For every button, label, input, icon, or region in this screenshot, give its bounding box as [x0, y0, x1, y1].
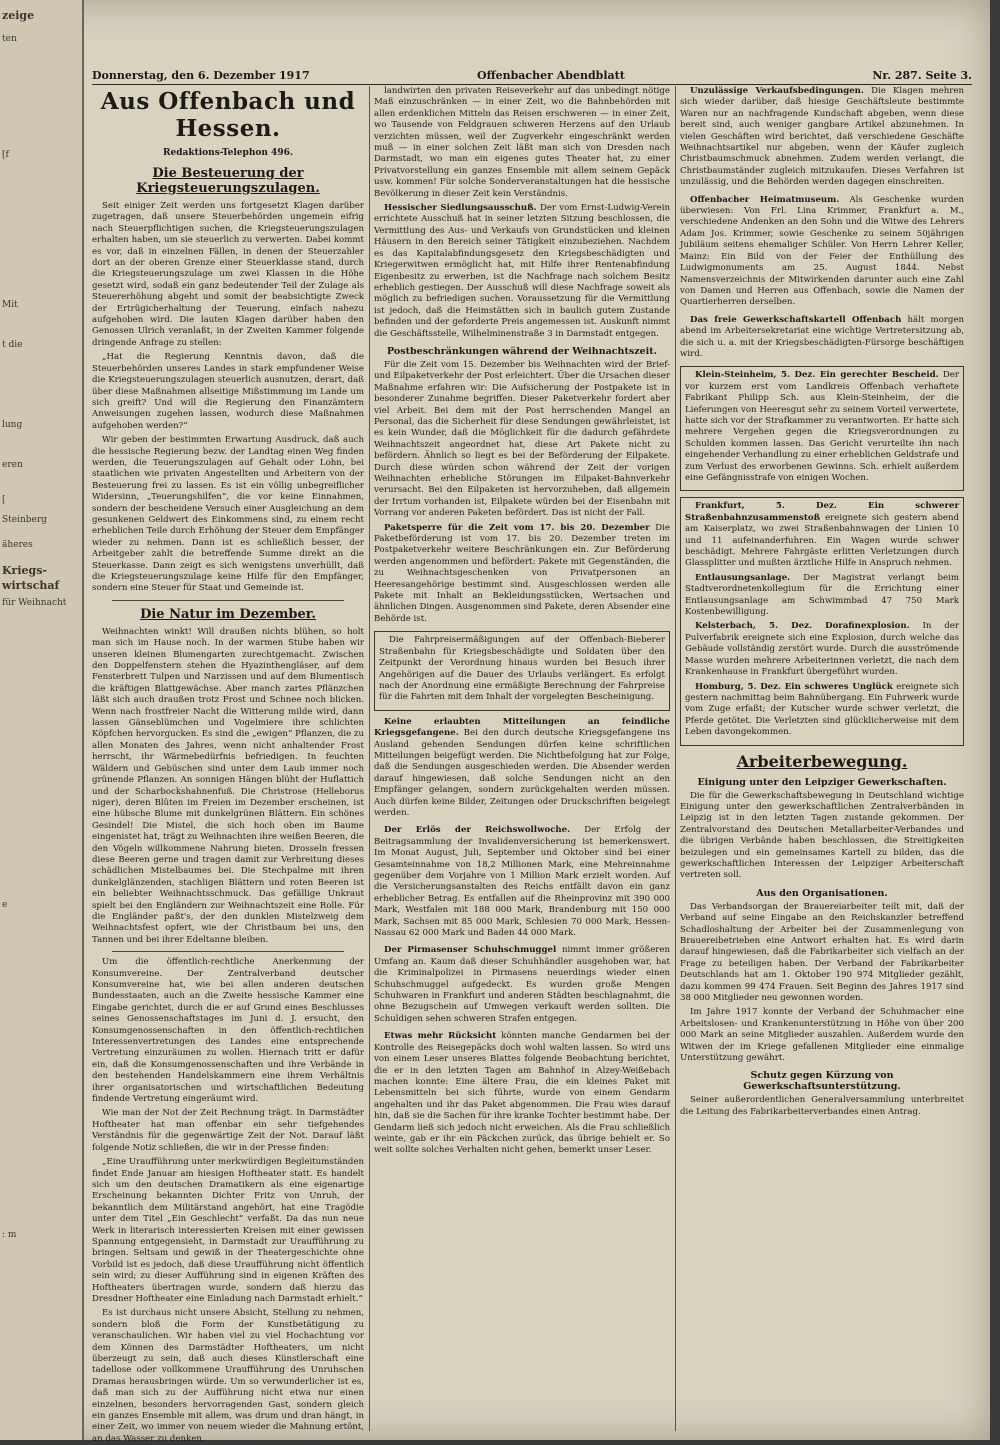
article-subtitle: Schutz gegen Kürzung von Gewerkschaftsunterstützung.: [743, 1070, 901, 1093]
article-paragraph: „Eine Uraufführung unter merkwürdigen Begleitumständen findet Ende Januar am hiesigen Hoftheater statt. Es handelt sich um den deutschen Dramatikern als eine eigenartige Erscheinung bekannten Dichter Fritz von Unruh, der bekanntlich dem Militärstand angehört, hat eine Tragödie unter dem Titel „Ein Geschlecht“ verfaßt. Da das nun neue Werk in literarisch interessierten Kreisen mit einer gewissen Spannung entgegensieht, in Darmstadt zur Uraufführung zu bringen. Seltsam und gewiß in der Theatergeschichte ohne Vorbild ist es jedoch, daß diese Uraufführung nicht öffentlich sein wird; zu dieser Aufführung sind in eigenen Kräften des Hoftheaters übertragen wurde, sondern daß hierzu das Dresdner Hoftheater eine Einladung nach Darmstadt erhielt.“: [92, 1157, 364, 1304]
article-text: Der vor kurzem erst vom Landkreis Offenbach verhaftete Fabrikant Philipp Sch. aus Klein-Steinheim, der die Lieferungen von Heeresgut sehr zu seinem Vorteil verwertete, hatte sich vor der Strafkammer zu verantworten. Er hatte sich mehrere Vergehen gegen die Kriegsverordnungen zu Schulden kommen lassen. Das Gericht verurteilte ihn nach eingehender Verhandlung zu einer erheblichen Geldstrafe und zum Verlust des erworbenen Gewinns. Sch. erhielt außerdem eine Gefängnisstrafe von einigen Wochen.: [685, 370, 959, 483]
column-3: [680, 86, 964, 1431]
article-subtitle: Einigung unter den Leipziger Gewerkschaften.: [697, 776, 947, 788]
article-paragraph: [685, 501, 959, 569]
edge-fragment: Kriegs-: [2, 564, 47, 577]
article-paragraph: [685, 370, 959, 484]
boxed-notice: [680, 497, 964, 745]
article-paragraph: Seiner außerordentlichen Generalversammlung unterbreitet die Leitung des Fabrikarbeiterverbandes einen Antrag.: [680, 1095, 964, 1117]
article-paragraph: [374, 203, 670, 340]
article-lead: Entlausungsanlage.: [695, 572, 791, 583]
boxed-notice: [680, 366, 964, 491]
article-paragraph: Für die Zeit vom 15. Dezember bis Weihnachten wird der Brief- und Eilpaketverkehr der Post erleichtert. Über die Ursachen dieser Maßnahme erfahren wir: Die Aufsicherung der Postpakete ist in besonderer Zunahme begriffen. Dieser Paketverkehr fordert aber viel Arbeit. Bei dem mit der Post herrschenden Mangel an Personal, das die Sicherheit für diese Sendungen gewährleistet, ist es kein Wunder, daß die Möglichkeit für die dadurch gefährdete Weihnachtszeit angeordnet hat, diese Art Pakete nicht zu befördern. Ähnlich so liegt es bei der Beförderung der Eilpakete. Durch diese würden schon während der Zeit der vorigen Weihnachten erhebliche Störungen im Eilpaket-Bahnverkehr verursacht. Bei den Eilpaketen ist hervorzuheben, daß allgemein der Irrtum vorhanden ist, Eilpakete würden bei der Eisenbahn mit Vorrang vor anderen Paketen befördert. Das ist nicht der Fall.: [374, 359, 670, 519]
column-rule: [675, 86, 676, 1431]
header-page-number: Nr. 287. Seite 3.: [872, 69, 972, 82]
article-paragraph: [680, 195, 964, 309]
article-lead: Paketsperre für die Zeit vom 17. bis 20. Dezember: [384, 522, 650, 533]
article-paragraph: Die Fahrpreisermäßigungen auf der Offenbach-Bieberer Straßenbahn für Kriegsbeschädigte und Soldaten über den Zeitpunkt der Verordnung hinaus wurden bei Besuch ihrer Angehörigen auf die Dauer des Urlaubs verlängert. Es erfolgt nach der Anordnung eine ermäßigte Berechnung der Fahrpreise für die Fahrten mit dem Inhalt der vorgelegten Bescheinigung.: [379, 635, 665, 703]
edge-fragment: [: [2, 495, 6, 505]
adjacent-page-edge: [0, 0, 84, 1440]
edge-fragment: lung: [2, 420, 23, 430]
article-lead: Der Pirmasenser Schuhschmuggel: [384, 945, 557, 956]
article-lead: Frankfurt, 5. Dez. Ein schwerer Straßenbahnzusammenstoß: [685, 501, 959, 523]
edge-fragment: : m: [2, 1230, 17, 1240]
article-paragraph: [685, 573, 959, 619]
article-paragraph: Die für die Gewerkschaftsbewegung in Deutschland wichtige Einigung unter den gewerkschaftlichen Zentralverbänden in Leipzig ist in den letzten Tagen zustande gekommen. Der Zentralvorstand des Deutschen Metallarbeiter-Verbandes und die übrigen Verbände haben beschlossen, die Streitigkeiten beizulegen und ein gemeinsames Kartell zu bilden, das die gewerkschaftlichen Interessen der Leipziger Arbeiterschaft vertreten soll.: [680, 790, 964, 881]
article-title: Die Natur im Dezember.: [140, 606, 316, 622]
article-paragraph: [374, 717, 670, 820]
edge-fragment: eren: [2, 460, 23, 470]
article-paragraph: Das Verbandsorgan der Brauereiarbeiter teilt mit, daß der Verband auf seine Eingabe an den Reichskanzler betreffend Schadloshaltung der Arbeiter bei der Zusammenlegung von Brauereibetrieben eine Antwort erhalten hat. Es wird darin darauf hingewiesen, daß die Fabrikarbeiter sich vielfach an der Frage zu beteiligen haben. Der Verband der Fabrikarbeiter Deutschlands hat am 1. Oktober 190 974 Mitglieder gezählt, dazu kommen 99 474 Frauen. Seit Beginn des Jahres 1917 sind 38 000 Mitglieder neu gewonnen worden.: [680, 901, 964, 1004]
article-paragraph: landwirten den privaten Reiseverkehr auf das unbedingt nötige Maß einzuschränken — in einer Zeit, wo die Bahnbehörden mit allen erdenklichen Mitteln das Reisen erschweren — in einer Zeit, wo Tausende von Feldgrauen schweren Herzens auf den Urlaub verzichten müssen, weil der Zugverkehr eingeschränkt werden muß — in einer solchen Zeit läßt man sich von Dresden nach Darmstadt, wo man ein eigenes gutes Theater hat, zu einer Privatvorstellung ein ganzes Ensemble mit allem seinem Gepäck usw. kommen! Für solche Sonderveranstaltungen hat die hessische Bevölkerung in dieser Zeit kein Verständnis.: [374, 86, 670, 199]
article-paragraph: „Hat die Regierung Kenntnis davon, daß die Steuerbehörden unseres Landes in stark empfundener Weise die Kriegsteuerungszulagen steuerlich ausnutzen, derart, daß über diese Maßnahmen allseitige Mißstimmung im Lande um sich greift? Und will die Regierung den Finanzämtern Anweisungen zugehen lassen, wodurch diese Maßnahmen aufgehoben werden?“: [92, 352, 364, 431]
edge-fragment: für Weihnacht: [2, 598, 67, 608]
article-paragraph: Es ist durchaus nicht unsere Absicht, Stellung zu nehmen, sondern bloß die Form der Kunstbetätigung zu veranschaulichen. Wir haben viel zu viel Hochachtung vor dem Können des Darmstädter Hoftheaters, um nicht überzeugt zu sein, daß auch dieses Künstlerschaft eine tadellose oder vollkommene Uraufführung des Unruhschen Dramas herausbringen würde. Um so verwunderlicher ist es, daß man sich zu der Aufführung nicht etwa nur einen einzelnen, besonders hervorragenden Gast, sondern gleich ein ganzes Ensemble mit allem, was drum und dran hängt, in einer Zeit, wo immer von neuem wieder die Mahnung ertönt, an das Wasser zu denken.: [92, 1308, 364, 1444]
article-paragraph: Wir geben der bestimmten Erwartung Ausdruck, daß auch die hessische Regierung bezw. der Landtag einen Weg finden werden, die Teuerungszulagen auf Gehalt oder Lohn, bei staatlichen wie privaten Angestellten und Arbeitern von der Besteuerung frei zu lassen. Es ist ein völlig unbegreiflicher Widersinn, „Teuerungshilfen“, die vor keine Einnahmen, sondern der bescheidene Versuch einer Ausgleichung an dem gesunkenen Geldwert des Einkommens sind, zu einem recht erheblichen Teile durch Erhöhung der Steuer dem Empfänger wieder zu nehmen. Dann ist es schließlich besser, der Arbeitgeber zahlt die betreffende Summe direkt an die Steuerkasse. Dann zeigt es sich wenigstens unverhüllt, daß die Kriegsteuerungszulage keine Hilfe für den Empfänger, sondern eine Steuer für Staat und Gemeinde ist.: [92, 435, 364, 594]
article-paragraph: Um die öffentlich-rechtliche Anerkennung der Konsumvereine. Der Zentralverband deutscher Konsumvereine hat, wie bei allen anderen deutschen Bundesstaaten, auch an die Zweite hessische Kammer eine Eingabe gerichtet, durch die er auf Grund eines Beschlusses seines Genossenschaftstages im Juni d. J. ersucht, den Konsumgenossenschaften in den öffentlich-rechtlichen Interessenvertretungen des Landes eine entsprechende Vertretung einzuräumen zu wollen. Hiernach tritt er dafür ein, daß die Konsumgenossenschaften und ihre Verbände in den bestehenden Handelskammern eine ihrem Verhältnis ihrer organisatorischen und wirtschaftlichen Bedeutung findende Vertretung eingeräumt wird.: [92, 957, 364, 1105]
article-paragraph: [680, 315, 964, 361]
article-text: Bei den durch deutsche Kriegsgefangene ins Ausland gehenden Sendungen dürfen keine schriftlichen Mitteilungen beigefügt werden. Die Nichtbefolgung hat zur Folge, daß die Sendungen ausgeschieden werden. Die Absender werden darauf hingewiesen, daß solche Sendungen nicht an den Empfänger gelangen, sondern zurückgehalten werden müssen. Auch dürfen keine Bilder, Zeitungen oder Druckschriften beigelegt werden.: [374, 728, 670, 818]
article-lead: Klein-Steinheim, 5. Dez. Ein gerechter Bescheid.: [695, 370, 939, 381]
edge-fragment: e: [2, 900, 8, 910]
article-lead: Der Erlös der Reichswollwoche.: [384, 825, 571, 836]
article-lead: Keine erlaubten Mitteilungen an feindliche Kriegsgefangene.: [374, 716, 670, 739]
article-paragraph: [685, 621, 959, 678]
article-title: Postbeschränkungen während der Weihnachtszeit.: [387, 345, 657, 357]
article-text: Die Klagen mehren sich wieder darüber, daß hiesige Geschäftsleute bestimmte Waren nur an nachfragende Kundschaft abgeben, wenn diese bereit sind, auch weniger gangbare Artikel abzunehmen. In vielen Geschäften wird berichtet, daß verschiedene Geschäfte Weihnachtsartikel nur abgeben, wenn der Käufer zugleich Christbaumschmuck abnehmen. Zudem werden verlangt, die Christbaumständer zugleich mitzukaufen. Dieses Verfahren ist unzulässig, und die Behörden werden dagegen einschreiten.: [680, 86, 965, 188]
article-text: Die Paketbeförderung ist vom 17. bis 20. Dezember treten im Postpaketverkehr weitere Beschränkungen ein. Zur Beförderung werden angenommen und befördert: Pakete mit Gegenständen, die zu Weihnachtsgeschenken von Privatpersonen an Heeresangehörige bestimmt sind. Ausgeschlossen werden alle Pakete mit Inhalt an Bekleidungsstücken, Wertsachen und ähnlichen Dingen. Ausgenommen sind Pakete, deren Absender eine Behörde ist.: [374, 522, 670, 624]
edge-fragment: ten: [2, 34, 17, 44]
article-lead: Homburg, 5. Dez. Ein schweres Unglück: [695, 681, 893, 692]
article-lead: Hessischer Siedlungsausschuß.: [384, 203, 537, 214]
edge-fragment: Mit: [2, 300, 18, 310]
article-paragraph: [374, 825, 670, 939]
article-paragraph: Seit einiger Zeit werden uns fortgesetzt Klagen darüber zugetragen, daß unsere Steuerbehörden ungemein eifrig nach Steuerpflichtigen suchen, die Kriegsteuerungszulagen erhalten haben, um sie steuerlich zu verwerten. Dabei kommt es vor, daß in einzelnen Fällen, in denen der Steuerzahler dort an der oberen Grenze einer Steuerklasse stand, durch die Kriegsteuerungszulage um zwei Klassen in die Höhe gesetzt wird, sodaß ein ganz bedeutender Teil der Zulage als Steuererhöhung abgeht und somit der beabsichtigte Zweck der Ertrügicherhaltung der Teuerung, einfach nahezu aufgehoben wird. Die lauten Klagen darüber haben den Genossen Ulrich veranlaßt, in der Zweiten Kammer folgende dringende Anfrage zu stellen:: [92, 201, 364, 348]
section-title: Arbeiterbewegung.: [736, 751, 908, 771]
header-date: Donnerstag, den 6. Dezember 1917: [92, 69, 310, 82]
article-lead: Kelsterbach, 5. Dez. Dorafinexplosion.: [695, 621, 910, 632]
edge-fragment: [f: [2, 150, 9, 160]
article-lead: Etwas mehr Rücksicht: [384, 1031, 497, 1042]
article-paragraph: Wie man der Not der Zeit Rechnung trägt. In Darmstädter Hoftheater hat man offenbar ein sehr tiefgehendes Verständnis für die gegenwärtige Zeit der Not. Darauf läßt folgende Notiz schließen, die wir in der Presse finden:: [92, 1108, 364, 1153]
edge-fragment: wirtschaf: [2, 579, 60, 592]
article-text: Der vom Ernst-Ludwig-Verein errichtete Ausschuß hat in seiner letzten Sitzung beschlossen, die Vermittlung des Aus- und Verkaufs von Grundstücken und kleinen Häusern in den Bereich seiner Tätigkeit einzubeziehen. Nachdem es das Kapitalabfindungsgesetz den Kriegsbeschädigten und Kriegerwitwen ermöglicht hat, mit Hilfe ihrer Rentenabfindung Eigenbesitz zu erwerben, ist die Nachfrage nach solchem Besitz erheblich gestiegen. Der Ausschuß will diese Nachfrage soweit als möglich zu befriedigen suchen. Voraussetzung für die Vermittlung ist jedoch, daß die Heimstätten sich in baulich gutem Zustande befinden und der geforderte Preis angemessen ist. Auskunft nimmt die Geschäftsstelle, Wilhelminenstraße 3 in Darmstadt entgegen.: [374, 203, 671, 339]
article-paragraph: [680, 86, 964, 189]
page-header: [92, 66, 972, 85]
article-lead: Offenbacher Heimatmuseum.: [690, 194, 840, 205]
edge-fragment: zeige: [2, 9, 35, 22]
article-text: hält morgen abend im Arbeitersekretariat eine wichtige Vertretersitzung ab, die sich u. a. mit der Kriegsbeschädigten-Fürsorge beschäftigen wird.: [680, 314, 965, 359]
article-title: Die Besteuerung der Kriegsteuerungszulagen.: [136, 166, 320, 196]
divider: [112, 951, 344, 952]
column-rule: [369, 86, 370, 1431]
article-paragraph: [374, 523, 670, 626]
divider: [112, 600, 344, 601]
article-text: ereignete sich gestern nachmittag beim Bahnübergang. Ein Fuhrwerk wurde vom Zuge erfaßt; der Kutscher wurde schwer verletzt, die Pferde getötet. Die Verletzten sind glücklicherweise mit dem Leben davongekommen.: [685, 681, 959, 738]
article-paragraph: [374, 945, 670, 1025]
article-text: Als Geschenke wurden überwiesen: Von Frl. Lina Krimmer, Frankfurt a. M., verschiedene Andenken an den Sohn und die Witwe des Lehrers Adam Jos. Krimmer, sowie Geschenke zu seinem 50jährigen Jubiläum seitens ehemaliger Schüler. Von Herrn Lehrer Keller, Mainz: Ein Bild von der Feier der Enthüllung des Ludwigmonuments am 25. August 1844. Nebst Namensverzeichnis der Mitwirkenden darunter auch eine Zahl von Damen und Herren aus Offenbach, sowie die Namen der Quartierherren derselben.: [680, 194, 965, 308]
article-text: könnten manche Gendarmen bei der Kontrolle des Reisegepäcks doch wohl walten lassen. So wird uns von einem Leser unseres Blattes folgende Beobachtung berichtet, die er in den letzten Tagen am Bahnhof in Alzey-Weißebach machen konnte: Eine ältere Frau, die ein kleines Paket mit Lebensmitteln bei sich führte, wurde von einem Gendarm angehalten und ihr das Paket abgenommen. Die Frau wies darauf hin, daß sie die Sachen für ihre kranke Tochter bestimmt habe. Der Gendarm ließ sich jedoch nicht erweichen. Als die Frau schließlich weinte, gab er ihr ein Päckchen zurück, das übrige behielt er. So weit sollte solches Verhalten nicht gehen, bemerkt unser Leser.: [374, 1031, 670, 1156]
section-title: Aus Offenbach und Hessen.: [100, 88, 356, 142]
article-paragraph: Weihnachten winkt! Will draußen nichts blühen, so holt man sich im Hause noch. In der warmen Stube haben wir unseren kleinen Blumengarten zurechtgemacht. Zwischen den Doppelfenstern stehen die Hyazinthengläser, auf dem Fensterbrett Tulpen und Narzissen und auf dem Blumentisch die kräftigen Blattgewächse. Aber manch zartes Pflänzchen läßt sich auch draußen trotz Frost und Schnee noch blicken. Wenn nach frostfreier Nacht die Witterung milde wird, dann lassen Gänseblümchen und Vogelmiere ihre schlichten Köpfchen hervorgucken. Es sind die „ewigen“ Pflanzen, die zu allen Monaten des Jahres, wenn nicht anhaltender Frost herrscht, ihr Wärmebedürfnis befriedigen. In feuchten Wäldern und Gebüschen sind unter dem Laub immer noch grünende Pflanzen. An sonnigen Hängen blüht der Huflattich und der Scharbockshahnenfuß. Die Christrose (Helleborus niger), deren Blüten im Freien im Dezember erscheinen, ist eine hübsche Blume mit dunkelgrünen Blättern. Ein schönes Gesindel! Die Mistel, die sich hoch oben im Baume eingenistet hat, trägt zu Weihnachten ihre weißen Beeren, die den Vögeln willkommene Nahrung bieten. Drosseln fressen diese Beeren gerne und tragen damit zur Verbreitung dieses schädlichen Mistelbaumes bei. Die Stechpalme mit ihren dunkelglänzenden, stachligen Blättern und roten Beeren ist ein beliebter Weihnachtsschmuck. Das gefällige Unkraut spielt bei den Engländern zur Weihnachtszeit eine Rolle. Für die Engländer paßt's, der den dunklen Mistelzweig dem Weihnachtsfest opfert, wie der Christbaum bei uns, den Tannen und bei ihrer Edeltanne bleiben.: [92, 626, 364, 945]
article-text: Der Magistrat verlangt beim Stadtverordnetenkollegium für die Errichtung einer Entlausungsanlage am Schwimmbad 47 750 Mark Kostenbewilligung.: [685, 572, 960, 618]
article-text: ereignete sich gestern abend am Kaiserplatz, wo zwei Straßenbahnwagen der Linien 10 und 11 aufeinanderfuhren. Ein Wagen wurde schwer beschädigt. Mehrere Fahrgäste erlitten Verletzungen durch Glassplitter und mußten ärztliche Hilfe in Anspruch nehmen.: [685, 512, 959, 569]
column-2: [374, 86, 670, 1431]
article-text: nimmt immer größeren Umfang an. Kaum daß dieser Schuhhändler ausgehoben war, hat die Kriminalpolizei in Pirmasens neuerdings wieder einen Schuhschmuggel aufgedeckt. Es wurden große Mengen Schuhwaren in Frankfurt und anderen Städten beschlagnahmt, die ohne Bezugschein auf Umwegen verkauft werden sollten. Die Schuldigen sehen schweren Strafen entgegen.: [374, 945, 671, 1024]
edge-fragment: t die: [2, 340, 23, 350]
header-paper-name: Offenbacher Abendblatt: [477, 69, 625, 82]
article-text: Der Erfolg der Beitragsammlung der Invalidenversicherung ist bemerkenswert. Im Monat August, Juli, September und Oktober sind bei einer Gesamteinnahme von 18,2 Millionen Mark, eine Mehreinnahme gegenüber dem Vorjahre von 1 Million Mark erzielt worden. Auf die Versicherungsanstalten des Reichs entfällt davon ein ganz erheblicher Betrag. Es entfallen auf die Rheinprovinz mit 390 000 Mark, Westfalen mit 188 000 Mark, Brandenburg mit 150 000 Mark, Sachsen mit 85 000 Mark, Schlesien 70 000 Mark, Hessen-Nassau 62 000 Mark und Baden 44 000 Mark.: [374, 825, 671, 939]
article-paragraph: [685, 682, 959, 739]
editorial-phone: Redaktions-Telephon 496.: [163, 148, 293, 158]
column-1: [92, 86, 364, 1444]
edge-fragment: Steinberg: [2, 515, 47, 525]
article-lead: Das freie Gewerkschaftskartell Offenbach: [690, 314, 902, 325]
boxed-notice: [374, 631, 670, 710]
article-subtitle: Aus den Organisationen.: [756, 887, 888, 899]
edge-fragment: äheres: [2, 540, 33, 550]
article-paragraph: Im Jahre 1917 konnte der Verband der Schuhmacher eine Arbeitslosen- und Krankenunterstützung in Höhe von über 200 000 Mark an seine Mitglieder auszahlen. Außerdem wurde den Witwen der im Kriege gefallenen Mitglieder eine einmalige Unterstützung gewährt.: [680, 1007, 964, 1064]
article-lead: Unzulässige Verkaufsbedingungen.: [690, 86, 864, 96]
article-text: In der Pulverfabrik ereignete sich eine Explosion, durch welche das Gebäude vollständig zerstört wurde. Durch die ausströmende Masse wurden mehrere Arbeiterinnen verletzt, die nach dem Krankenhause in Frankfurt übergeführt wurden.: [685, 621, 959, 678]
article-paragraph: [374, 1031, 670, 1156]
